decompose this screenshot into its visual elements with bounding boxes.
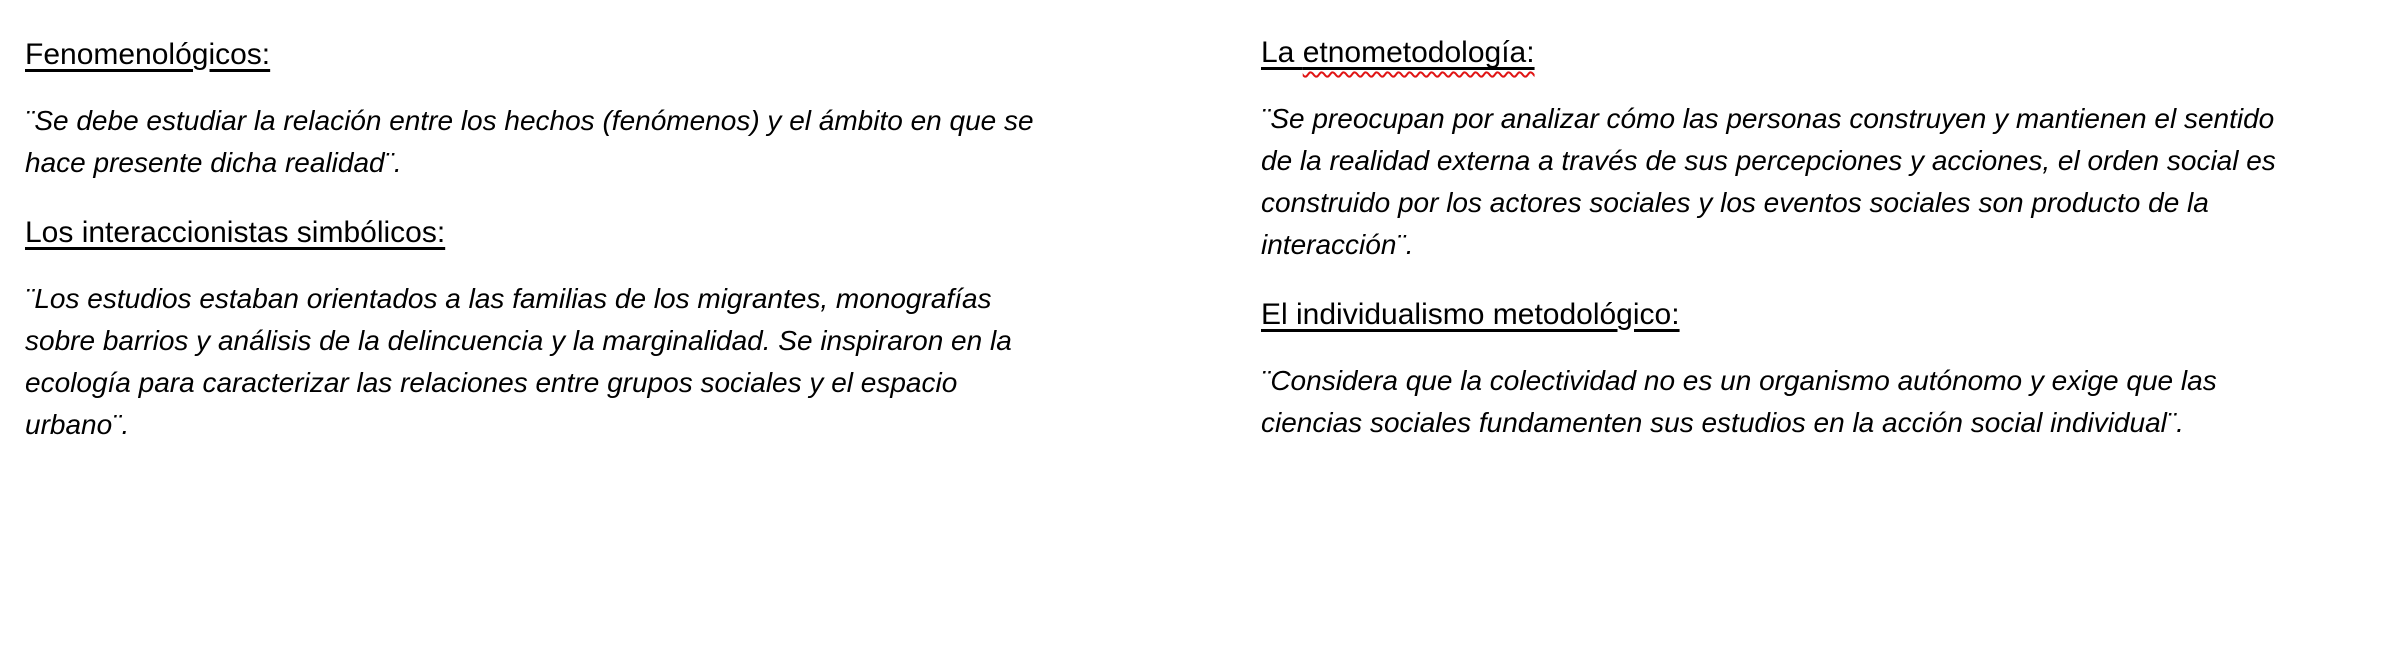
text-line: ¨Se preocupan por analizar cómo las personas construyen y mantienen el sentido (1261, 103, 2275, 134)
heading-text: Los interaccionistas simbólicos: (25, 216, 446, 249)
paragraph-interaccionistas-simbolicos (25, 278, 1210, 446)
left-column (25, 38, 1210, 478)
heading-text: Fenomenológicos: (25, 38, 271, 71)
text-line: urbano¨. (25, 409, 130, 440)
paragraph-individualismo-metodologico (1261, 360, 2373, 444)
heading-individualismo-metodologico (1261, 298, 2373, 332)
heading-interaccionistas-simbolicos (25, 216, 1210, 250)
paragraph-etnometodologia (1261, 98, 2373, 266)
heading-etnometodologia (1261, 36, 2373, 70)
text-line: interacción¨. (1261, 229, 1414, 260)
misspelled-word: etnometodología: (1302, 36, 1535, 69)
text-line: de la realidad externa a través de sus percepciones y acciones, el orden social es (1261, 145, 2276, 176)
text-line: sobre barrios y análisis de la delincuencia y la marginalidad. Se inspiraron en la (25, 325, 1012, 356)
heading-fenomenologicos (25, 38, 1210, 72)
right-column (1261, 36, 2373, 476)
text-line: ¨Se debe estudiar la relación entre los hechos (fenómenos) y el ámbito en que se (25, 105, 1034, 136)
paragraph-fenomenologicos (25, 100, 1210, 184)
text-line: ¨Considera que la colectividad no es un organismo autónomo y exige que las (1261, 365, 2217, 396)
text-line: hace presente dicha realidad¨. (25, 147, 402, 178)
text-line: construido por los actores sociales y los eventos sociales son producto de la (1261, 187, 2209, 218)
heading-text: El individualismo metodológico: (1261, 298, 1680, 331)
heading-text-prefix: La (1261, 36, 1303, 69)
text-line: ¨Los estudios estaban orientados a las familias de los migrantes, monografías (25, 283, 992, 314)
text-line: ciencias sociales fundamenten sus estudios en la acción social individual¨. (1261, 407, 2184, 438)
text-line: ecología para caracterizar las relaciones entre grupos sociales y el espacio (25, 367, 958, 398)
